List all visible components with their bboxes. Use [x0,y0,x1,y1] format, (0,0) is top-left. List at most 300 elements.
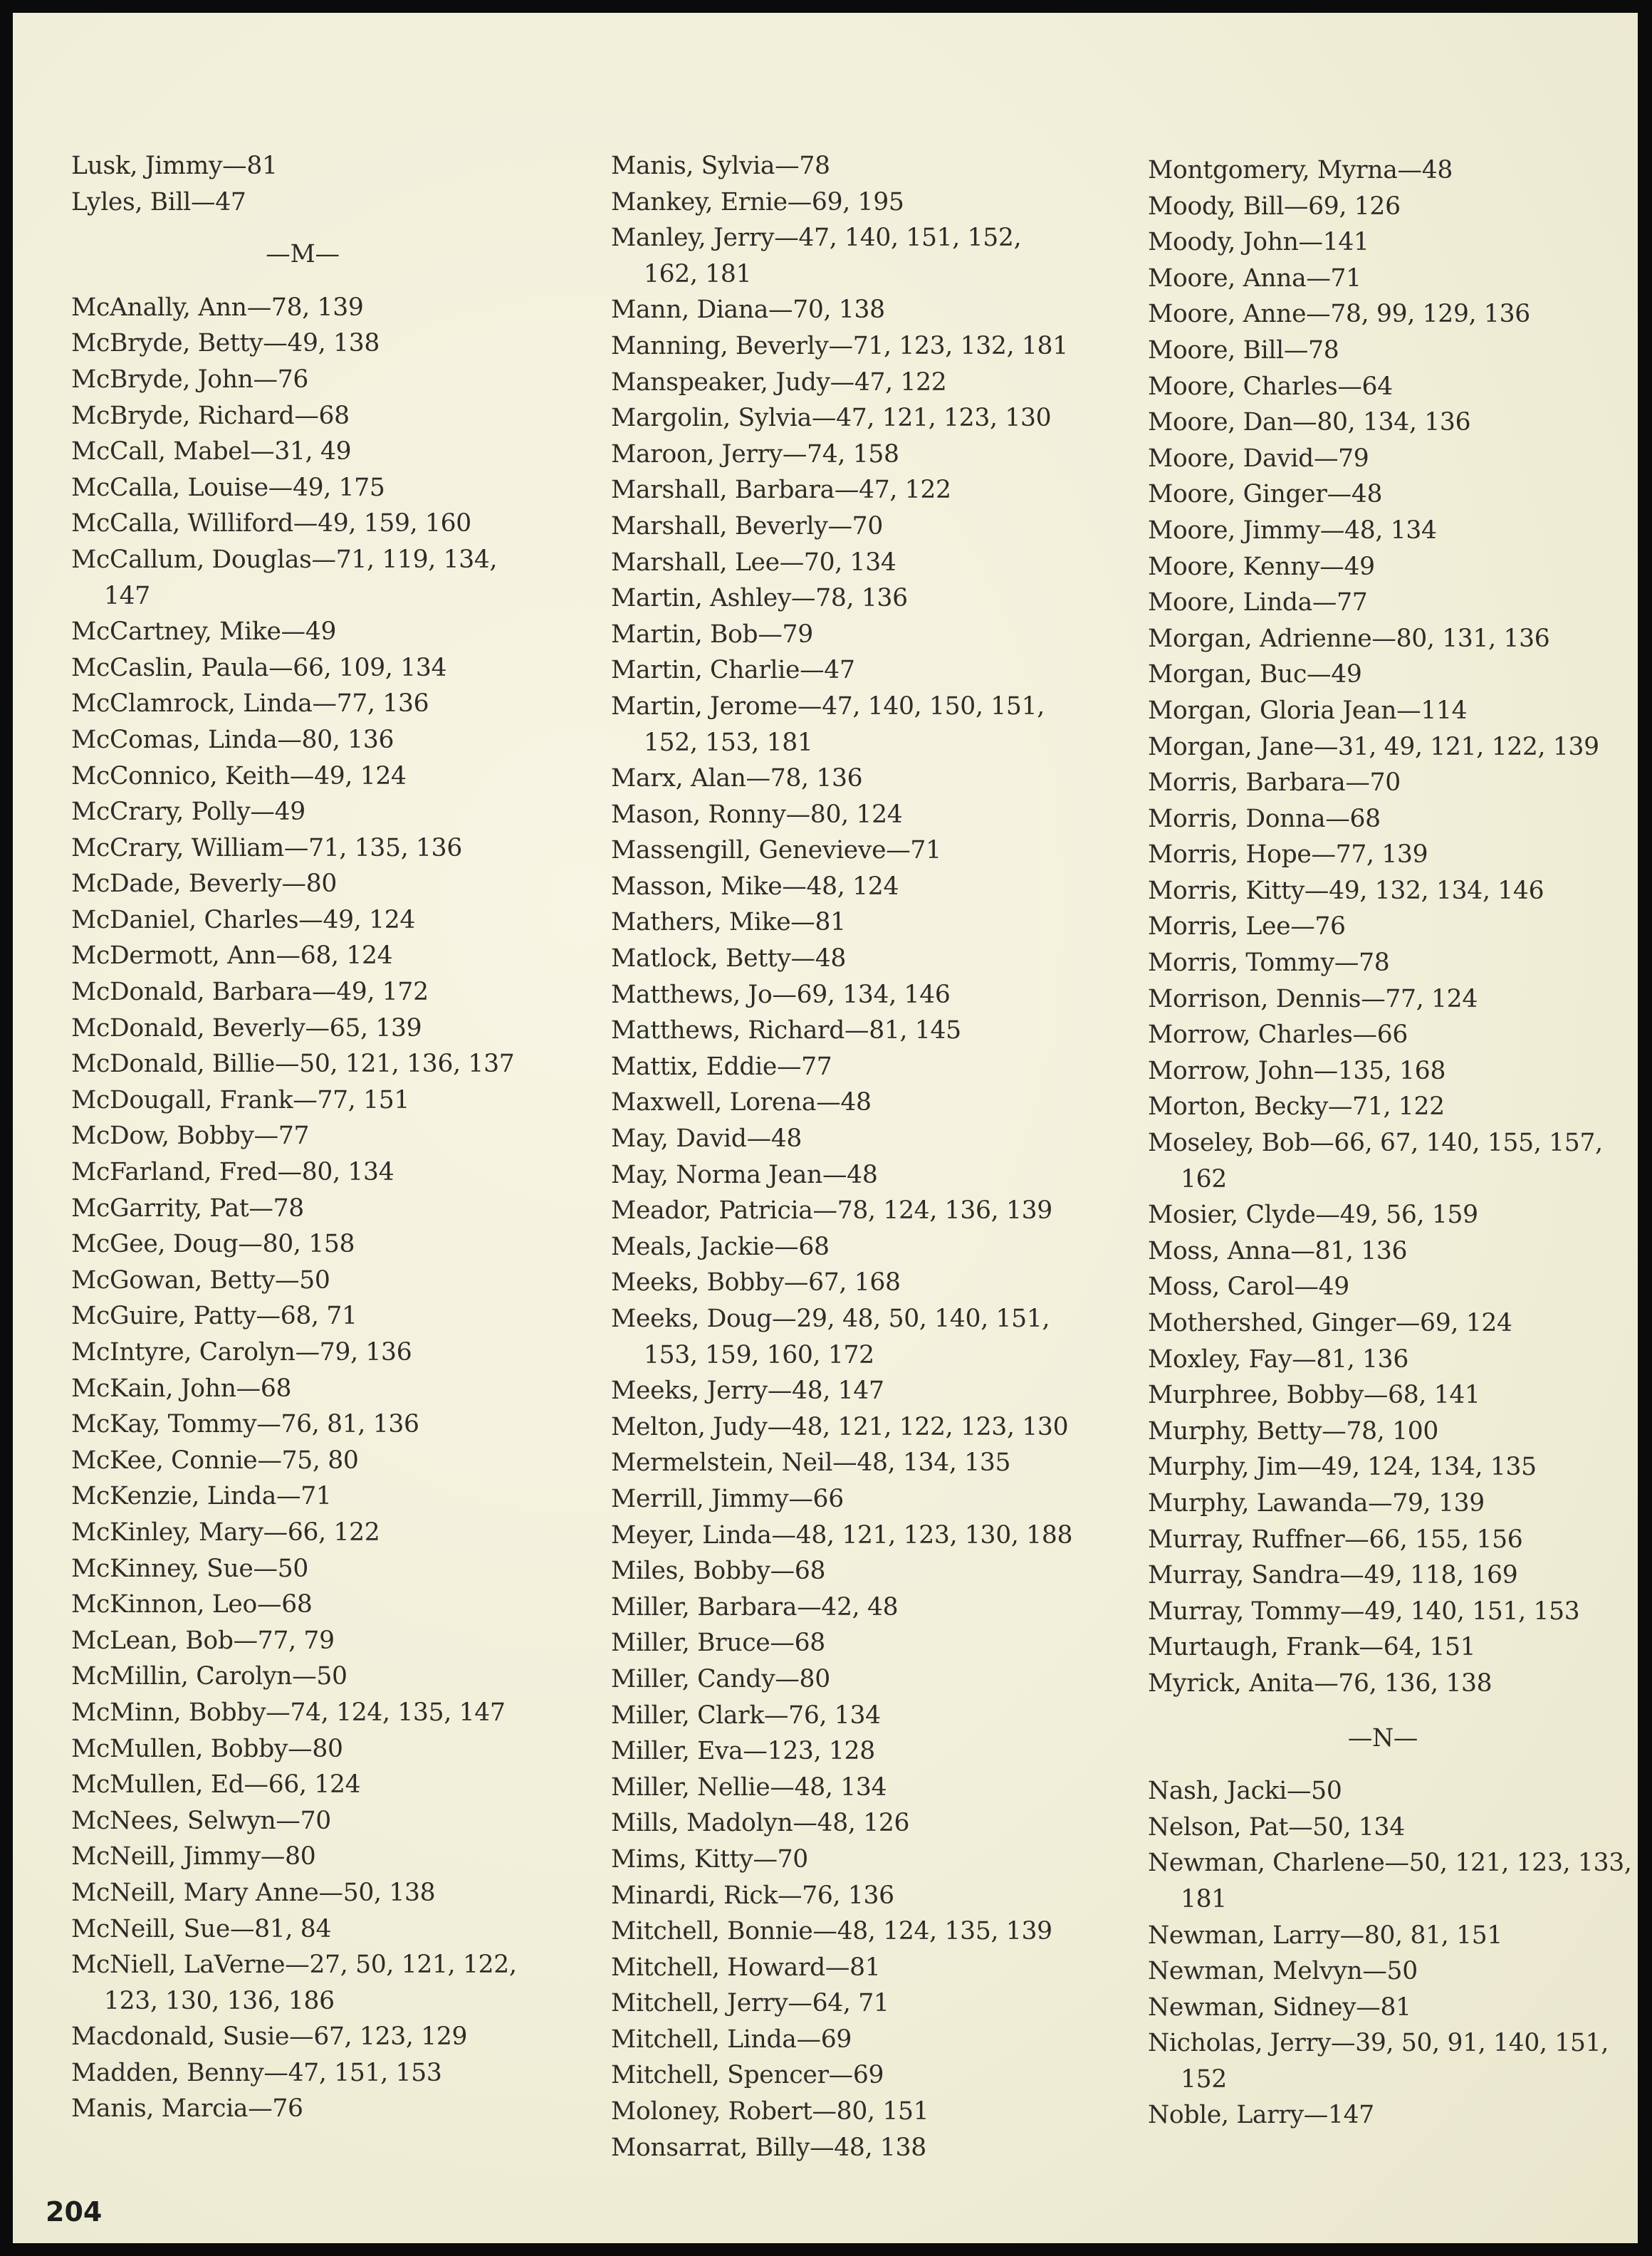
index-entry [71,686,534,722]
index-entry [1148,1125,1632,1197]
index-entry-line: Manis, Marcia—76 [71,2094,303,2124]
index-entry-line: Morris, Hope—77, 139 [1148,840,1428,870]
index-entry-line: Mosier, Clyde—49, 56, 159 [1148,1201,1478,1230]
index-entry-line: Miller, Nellie—48, 134 [611,1772,887,1802]
index-entry [71,1839,534,1875]
index-entry-line: McCall, Mabel—31, 49 [71,437,352,466]
index-entry-line: Morrow, John—135, 168 [1148,1056,1446,1085]
index-entry-line: Marshall, Barbara—47, 122 [611,476,951,505]
index-entry-line: McCallum, Douglas—71, 119, 134, [71,545,498,574]
index-entry [71,1803,534,1839]
index-entry [1148,2097,1632,2134]
index-entry-line: McLean, Bob—77, 79 [71,1626,335,1655]
index-entry-line: Morris, Kitty—49, 132, 134, 146 [1148,876,1544,905]
index-entry-line: Morton, Becky—71, 122 [1148,1092,1445,1122]
index-entry [611,1805,1072,1842]
index-entry [71,2091,534,2127]
index-entry [71,1695,534,1731]
index-entry-line: May, David—48 [611,1124,803,1154]
index-entry [1148,1773,1632,1810]
index-entry-line: Matlock, Betty—48 [611,944,847,973]
index-entry [71,650,534,686]
index-entry [1148,1089,1632,1125]
index-entry-line: Murray, Tommy—49, 140, 151, 153 [1148,1597,1580,1626]
index-entry-line: Morgan, Buc—49 [1148,660,1362,689]
index-entry-line: Murray, Ruffner—66, 155, 156 [1148,1525,1523,1554]
index-entry-line: Massengill, Genevieve—71 [611,836,941,865]
index-entry [611,941,1072,977]
index-entry [611,1518,1072,1554]
index-entry [611,2130,1072,2166]
index-entry [71,902,534,939]
index-entry-line: Murray, Sandra—49, 118, 169 [1148,1561,1518,1590]
index-entry-line: Meals, Jackie—68 [611,1232,830,1261]
index-entry-line: McCaslin, Paula—66, 109, 134 [71,653,447,682]
index-entry [71,1659,534,1695]
index-entry-line: Mason, Ronny—80, 124 [611,800,903,829]
index-entry [611,545,1072,581]
index-entry-line: Miller, Clark—76, 134 [611,1701,881,1730]
index-entry-continuation: 123, 130, 136, 186 [104,1986,335,2015]
index-entry-line: Macdonald, Susie—67, 123, 129 [71,2022,468,2052]
index-entry [71,794,534,830]
index-entry-line: McKinley, Mary—66, 122 [71,1518,380,1547]
index-entry-line: Lyles, Bill—47 [71,187,246,216]
index-entry-line: Murphree, Bobby—68, 141 [1148,1381,1480,1410]
index-entry-line: Mills, Madolyn—48, 126 [611,1809,910,1838]
index-entry-line: Marx, Alan—78, 136 [611,764,863,793]
index-entry [611,1013,1072,1049]
index-entry [611,797,1072,833]
index-entry-line: Miller, Candy—80 [611,1664,830,1693]
index-entry [71,1443,534,1479]
index-entry [1148,189,1632,225]
index-entry [1148,873,1632,909]
index-entry [1148,2025,1632,2097]
index-entry [611,1445,1072,1481]
index-entry-line: McNeill, Mary Anne—50, 138 [71,1878,436,1907]
index-entry-line: Meeks, Doug—29, 48, 50, 140, 151, [611,1305,1050,1333]
index-entry [1148,981,1632,1018]
index-entry-line: Minardi, Rick—76, 136 [611,1881,894,1910]
index-entry-line: McKay, Tommy—76, 81, 136 [71,1410,419,1439]
index-entry [1148,1017,1632,1053]
index-entry [611,652,1072,689]
index-entry-line: McDow, Bobby—77 [71,1122,310,1151]
index-entry-line: McIntyre, Carolyn—79, 136 [71,1338,412,1367]
index-entry-line: Masson, Mike—48, 124 [611,872,899,901]
index-entry-line: McKinney, Sue—50 [71,1554,309,1583]
index-entry [611,1409,1072,1446]
index-entry-line: Mitchell, Howard—81 [611,1953,881,1982]
index-entry-line: Moore, Bill—78 [1148,335,1339,365]
index-entry-line: Murphy, Lawanda—79, 139 [1148,1488,1485,1518]
index-column-1 [71,148,534,2127]
index-entry [1148,1557,1632,1594]
index-entry-line: McAnally, Ann—78, 139 [71,293,364,322]
index-entry [1148,1845,1632,1917]
index-entry [611,437,1072,473]
index-entry [71,722,534,758]
index-entry [71,1118,534,1154]
index-entry-line: Morrow, Charles—66 [1148,1020,1408,1050]
index-entry-line: Morgan, Jane—31, 49, 121, 122, 139 [1148,732,1599,761]
index-entry [611,1373,1072,1409]
index-entry [611,365,1072,401]
index-entry [1148,404,1632,441]
index-entry-line: Margolin, Sylvia—47, 121, 123, 130 [611,404,1052,433]
index-entry-line: McBryde, Betty—49, 138 [71,329,380,358]
index-entry-line: Moody, John—141 [1148,228,1369,257]
index-entry [1148,1918,1632,1954]
index-entry-line: Mann, Diana—70, 138 [611,296,885,325]
index-entry [71,1911,534,1948]
index-entry-continuation: 147 [104,581,150,610]
index-entry [71,1226,534,1263]
index-entry [71,398,534,434]
index-entry-continuation: 152, 153, 181 [644,728,813,757]
index-entry [1148,1485,1632,1522]
index-entry [611,1049,1072,1085]
index-entry [1148,801,1632,837]
index-entry [1148,657,1632,693]
index-entry-line: Moore, Anne—78, 99, 129, 136 [1148,300,1530,329]
index-entry-line: McMillin, Carolyn—50 [71,1662,347,1691]
index-entry [71,148,534,184]
index-entry-line: Matthews, Jo—69, 134, 146 [611,980,951,1009]
index-entry [611,1770,1072,1806]
index-entry [611,1265,1072,1301]
index-entry-line: McMullen, Bobby—80 [71,1734,343,1763]
index-entry-line: Newman, Sidney—81 [1148,1993,1411,2022]
index-entry [611,1661,1072,1698]
index-entry-line: Morgan, Adrienne—80, 131, 136 [1148,624,1550,653]
index-entry [71,290,534,326]
index-entry [71,1731,534,1767]
index-entry [611,1193,1072,1229]
index-entry-line: Morris, Donna—68 [1148,804,1381,833]
index-entry [1148,693,1632,729]
index-entry-line: Murtaugh, Frank—64, 151 [1148,1633,1476,1662]
index-entry-line: Morris, Tommy—78 [1148,949,1390,978]
index-entry [71,184,534,221]
index-entry-line: Martin, Ashley—78, 136 [611,584,908,613]
index-entry-line: Mathers, Mike—81 [611,908,846,937]
index-entry [71,325,534,362]
index-entry-line: Madden, Benny—47, 151, 153 [71,2058,442,2087]
index-entry [1148,333,1632,369]
index-entry-line: McDonald, Barbara—49, 172 [71,978,429,1007]
index-entry-line: Manis, Sylvia—78 [611,152,830,180]
index-entry-line: McBryde, John—76 [71,365,309,394]
index-entry [611,1589,1072,1626]
index-entry-line: Mattix, Eddie—77 [611,1052,832,1081]
index-entry-line: McKenzie, Linda—71 [71,1482,332,1511]
index-entry [71,1515,534,1551]
index-entry [611,1229,1072,1265]
index-entry-line: McFarland, Fred—80, 134 [71,1158,394,1187]
index-entry-line: Martin, Jerome—47, 140, 150, 151, [611,691,1045,721]
index-entry-line: McCrary, Polly—49 [71,798,305,827]
index-entry-line: Morrison, Dennis—77, 124 [1148,984,1478,1013]
index-entry-line: Moseley, Bob—66, 67, 140, 155, 157, [1148,1129,1603,1158]
index-entry [1148,513,1632,549]
index-entry [71,2055,534,2092]
index-entry [1148,1522,1632,1558]
index-entry-line: McGowan, Betty—50 [71,1265,330,1295]
index-entry [1148,585,1632,621]
index-entry-line: Murphy, Betty—78, 100 [1148,1416,1439,1446]
index-entry-line: Newman, Melvyn—50 [1148,1957,1418,1986]
index-entry-line: McCalla, Louise—49, 175 [71,473,385,502]
index-entry-line: Newman, Charlene—50, 121, 123, 133, [1148,1849,1632,1878]
index-entry [611,508,1072,545]
index-entry [611,1878,1072,1914]
index-entry [611,1481,1072,1518]
index-entry [1148,1629,1632,1666]
index-entry-line: Murphy, Jim—49, 124, 134, 135 [1148,1453,1537,1482]
index-entry [71,2019,534,2055]
index-entry [71,974,534,1010]
index-entry [1148,1269,1632,1305]
index-entry [71,1947,534,2019]
index-entry [611,1733,1072,1770]
index-entry [71,1335,534,1371]
index-entry [1148,441,1632,477]
index-entry [71,938,534,974]
index-entry-line: McCalla, Williford—49, 159, 160 [71,509,471,538]
index-entry [71,1154,534,1191]
index-entry [611,1842,1072,1878]
index-entry [1148,1990,1632,2026]
index-entry-line: McNeill, Jimmy—80 [71,1842,316,1871]
index-entry [1148,1953,1632,1990]
index-entry-line: McGuire, Patty—68, 71 [71,1302,357,1331]
index-entry [1148,261,1632,297]
index-entry [611,1157,1072,1194]
index-entry [71,1191,534,1227]
index-entry [1148,765,1632,801]
index-entry [1148,1197,1632,1233]
index-entry-line: Montgomery, Myrna—48 [1148,156,1453,184]
index-entry [611,1301,1072,1373]
index-entry-line: Morris, Barbara—70 [1148,768,1401,798]
index-entry-line: Moore, David—79 [1148,444,1369,473]
index-entry-line: Meador, Patricia—78, 124, 136, 139 [611,1196,1052,1226]
index-entry [71,1263,534,1299]
index-entry [71,1623,534,1659]
index-entry-line: Maxwell, Lorena—48 [611,1088,872,1117]
index-entry [1148,1377,1632,1414]
index-entry-line: Martin, Charlie—47 [611,656,855,685]
index-entry [1148,909,1632,945]
index-entry-line: McDonald, Billie—50, 121, 136, 137 [71,1050,515,1079]
index-entry-line: McDermott, Ann—68, 124 [71,941,393,971]
index-entry [71,1875,534,1911]
index-entry [71,362,534,398]
index-entry-continuation: 162 [1181,1164,1227,1194]
index-entry [71,1082,534,1119]
index-entry-line: Nash, Jacki—50 [1148,1777,1342,1806]
index-entry-line: Moore, Charles—64 [1148,372,1393,401]
index-entry-line: Meyer, Linda—48, 121, 123, 130, 188 [611,1520,1073,1550]
index-entry [611,2057,1072,2094]
index-entry [71,830,534,867]
index-entry [611,1950,1072,1986]
index-entry-line: McCartney, Mike—49 [71,617,337,647]
index-entry [1148,369,1632,405]
index-entry-line: Mitchell, Spencer—69 [611,2061,884,2090]
index-entry-line: Noble, Larry—147 [1148,2101,1374,2130]
index-entry [611,617,1072,653]
index-entry [611,220,1072,292]
index-entry-line: McClamrock, Linda—77, 136 [71,689,429,719]
index-entry [611,2094,1072,2130]
section-letter-heading: —N— [1347,1723,1418,1753]
index-entry [71,1551,534,1587]
index-entry-line: Nelson, Pat—50, 134 [1148,1812,1405,1842]
page-number: 204 [46,2196,103,2228]
index-entry [611,2022,1072,2058]
index-entry [1148,476,1632,513]
index-entry-line: Meeks, Bobby—67, 168 [611,1268,901,1297]
index-entry-line: Miller, Barbara—42, 48 [611,1592,899,1622]
index-entry-line: Maroon, Jerry—74, 158 [611,439,899,469]
index-entry [611,328,1072,365]
index-entry-line: McKain, John—68 [71,1374,292,1403]
index-entry-line: May, Norma Jean—48 [611,1160,878,1189]
index-entry [1148,1233,1632,1270]
index-entry [71,1298,534,1335]
index-entry [71,1046,534,1082]
index-entry-line: McDaniel, Charles—49, 124 [71,905,416,934]
index-entry [71,1406,534,1443]
index-entry [1148,1594,1632,1630]
index-column-2 [611,148,1072,2166]
index-entry-line: Monsarrat, Billy—48, 138 [611,2133,926,2162]
index-entry-continuation: 153, 159, 160, 172 [644,1340,874,1369]
index-entry [1148,1305,1632,1342]
index-entry [1148,152,1632,189]
index-entry-line: Moore, Ginger—48 [1148,480,1383,509]
index-entry [1148,549,1632,585]
index-entry-line: Melton, Judy—48, 121, 122, 123, 130 [611,1412,1069,1441]
index-entry-line: Martin, Bob—79 [611,620,813,649]
index-entry-line: Merrill, Jimmy—66 [611,1484,844,1513]
index-entry-line: Moore, Jimmy—48, 134 [1148,516,1437,545]
index-entry-line: Moxley, Fay—81, 136 [1148,1344,1408,1374]
index-entry-line: McComas, Linda—80, 136 [71,725,394,754]
index-entry-line: McGarrity, Pat—78 [71,1194,304,1223]
index-entry-line: Marshall, Beverly—70 [611,511,883,540]
index-entry [71,1478,534,1515]
index-entry-line: Morris, Lee—76 [1148,912,1346,941]
index-entry-line: Mankey, Ernie—69, 195 [611,187,904,216]
index-entry-line: McKinnon, Leo—68 [71,1590,313,1619]
index-entry-line: Moore, Kenny—49 [1148,552,1375,581]
index-entry [611,869,1072,905]
index-entry [611,1553,1072,1589]
index-entry-line: McConnico, Keith—49, 124 [71,761,407,790]
index-entry-line: Moore, Dan—80, 134, 136 [1148,408,1471,437]
index-entry [1148,1053,1632,1090]
index-entry [611,400,1072,437]
index-entry [71,614,534,650]
index-entry-line: Mitchell, Jerry—64, 71 [611,1989,889,2018]
index-entry-line: Miller, Bruce—68 [611,1629,825,1658]
index-entry-line: Matthews, Richard—81, 145 [611,1016,961,1045]
index-entry-line: Moss, Carol—49 [1148,1273,1349,1302]
index-entry-line: McDonald, Beverly—65, 139 [71,1013,422,1043]
index-entry-line: McNiell, LaVerne—27, 50, 121, 122, [71,1950,517,1980]
index-entry [611,580,1072,617]
index-entry-line: Miller, Eva—123, 128 [611,1737,875,1766]
index-entry-line: Lusk, Jimmy—81 [71,152,278,180]
index-entry [611,761,1072,797]
index-entry-line: Mermelstein, Neil—48, 134, 135 [611,1448,1011,1478]
index-entry-line: Moloney, Robert—80, 151 [611,2097,929,2126]
index-entry [71,758,534,795]
index-entry-line: McKee, Connie—75, 80 [71,1446,359,1475]
index-entry-line: Morgan, Gloria Jean—114 [1148,696,1468,725]
index-entry [1148,1449,1632,1485]
index-page [13,13,1638,2243]
index-entry-line: McCrary, William—71, 135, 136 [71,833,462,862]
index-entry-line: McNeill, Sue—81, 84 [71,1914,332,1943]
index-entry [611,1913,1072,1950]
index-entry [71,866,534,902]
index-entry-line: Moore, Linda—77 [1148,588,1368,617]
index-entry-line: Moss, Anna—81, 136 [1148,1236,1408,1265]
index-entry-line: Manning, Beverly—71, 123, 132, 181 [611,331,1068,360]
index-entry [611,1698,1072,1734]
index-entry [611,184,1072,221]
index-entry [71,1010,534,1047]
index-entry [611,904,1072,941]
index-entry-line: McDougall, Frank—77, 151 [71,1085,410,1114]
index-entry-line: Manspeaker, Judy—47, 122 [611,367,947,397]
index-entry [611,148,1072,184]
index-entry [611,292,1072,328]
index-entry-line: McGee, Doug—80, 158 [71,1230,355,1259]
index-entry [611,472,1072,508]
index-entry-line: McMinn, Bobby—74, 124, 135, 147 [71,1698,506,1727]
index-entry [1148,224,1632,261]
index-entry [71,1587,534,1623]
index-entry-line: McDade, Beverly—80 [71,870,338,899]
index-entry [611,832,1072,869]
index-entry [1148,621,1632,657]
index-entry-continuation: 162, 181 [644,259,752,288]
index-entry-line: Miles, Bobby—68 [611,1557,826,1586]
index-entry [71,434,534,470]
index-entry-line: Meeks, Jerry—48, 147 [611,1377,884,1406]
index-entry-line: Moore, Anna—71 [1148,263,1361,293]
index-entry [71,506,534,542]
index-column-3 [1148,152,1632,2134]
index-entry-line: McMullen, Ed—66, 124 [71,1770,361,1800]
index-entry-line: McNees, Selwyn—70 [71,1806,331,1835]
index-entry-line: Marshall, Lee—70, 134 [611,548,896,577]
index-entry [1148,1414,1632,1450]
index-entry [611,1085,1072,1121]
index-entry-line: Moody, Bill—69, 126 [1148,192,1401,221]
index-entry [1148,729,1632,766]
index-entry-line: Myrick, Anita—76, 136, 138 [1148,1668,1492,1698]
index-entry-line: Nicholas, Jerry—39, 50, 91, 140, 151, [1148,2029,1609,2058]
index-entry-line: Mims, Kitty—70 [611,1844,808,1874]
index-entry [1148,1810,1632,1846]
